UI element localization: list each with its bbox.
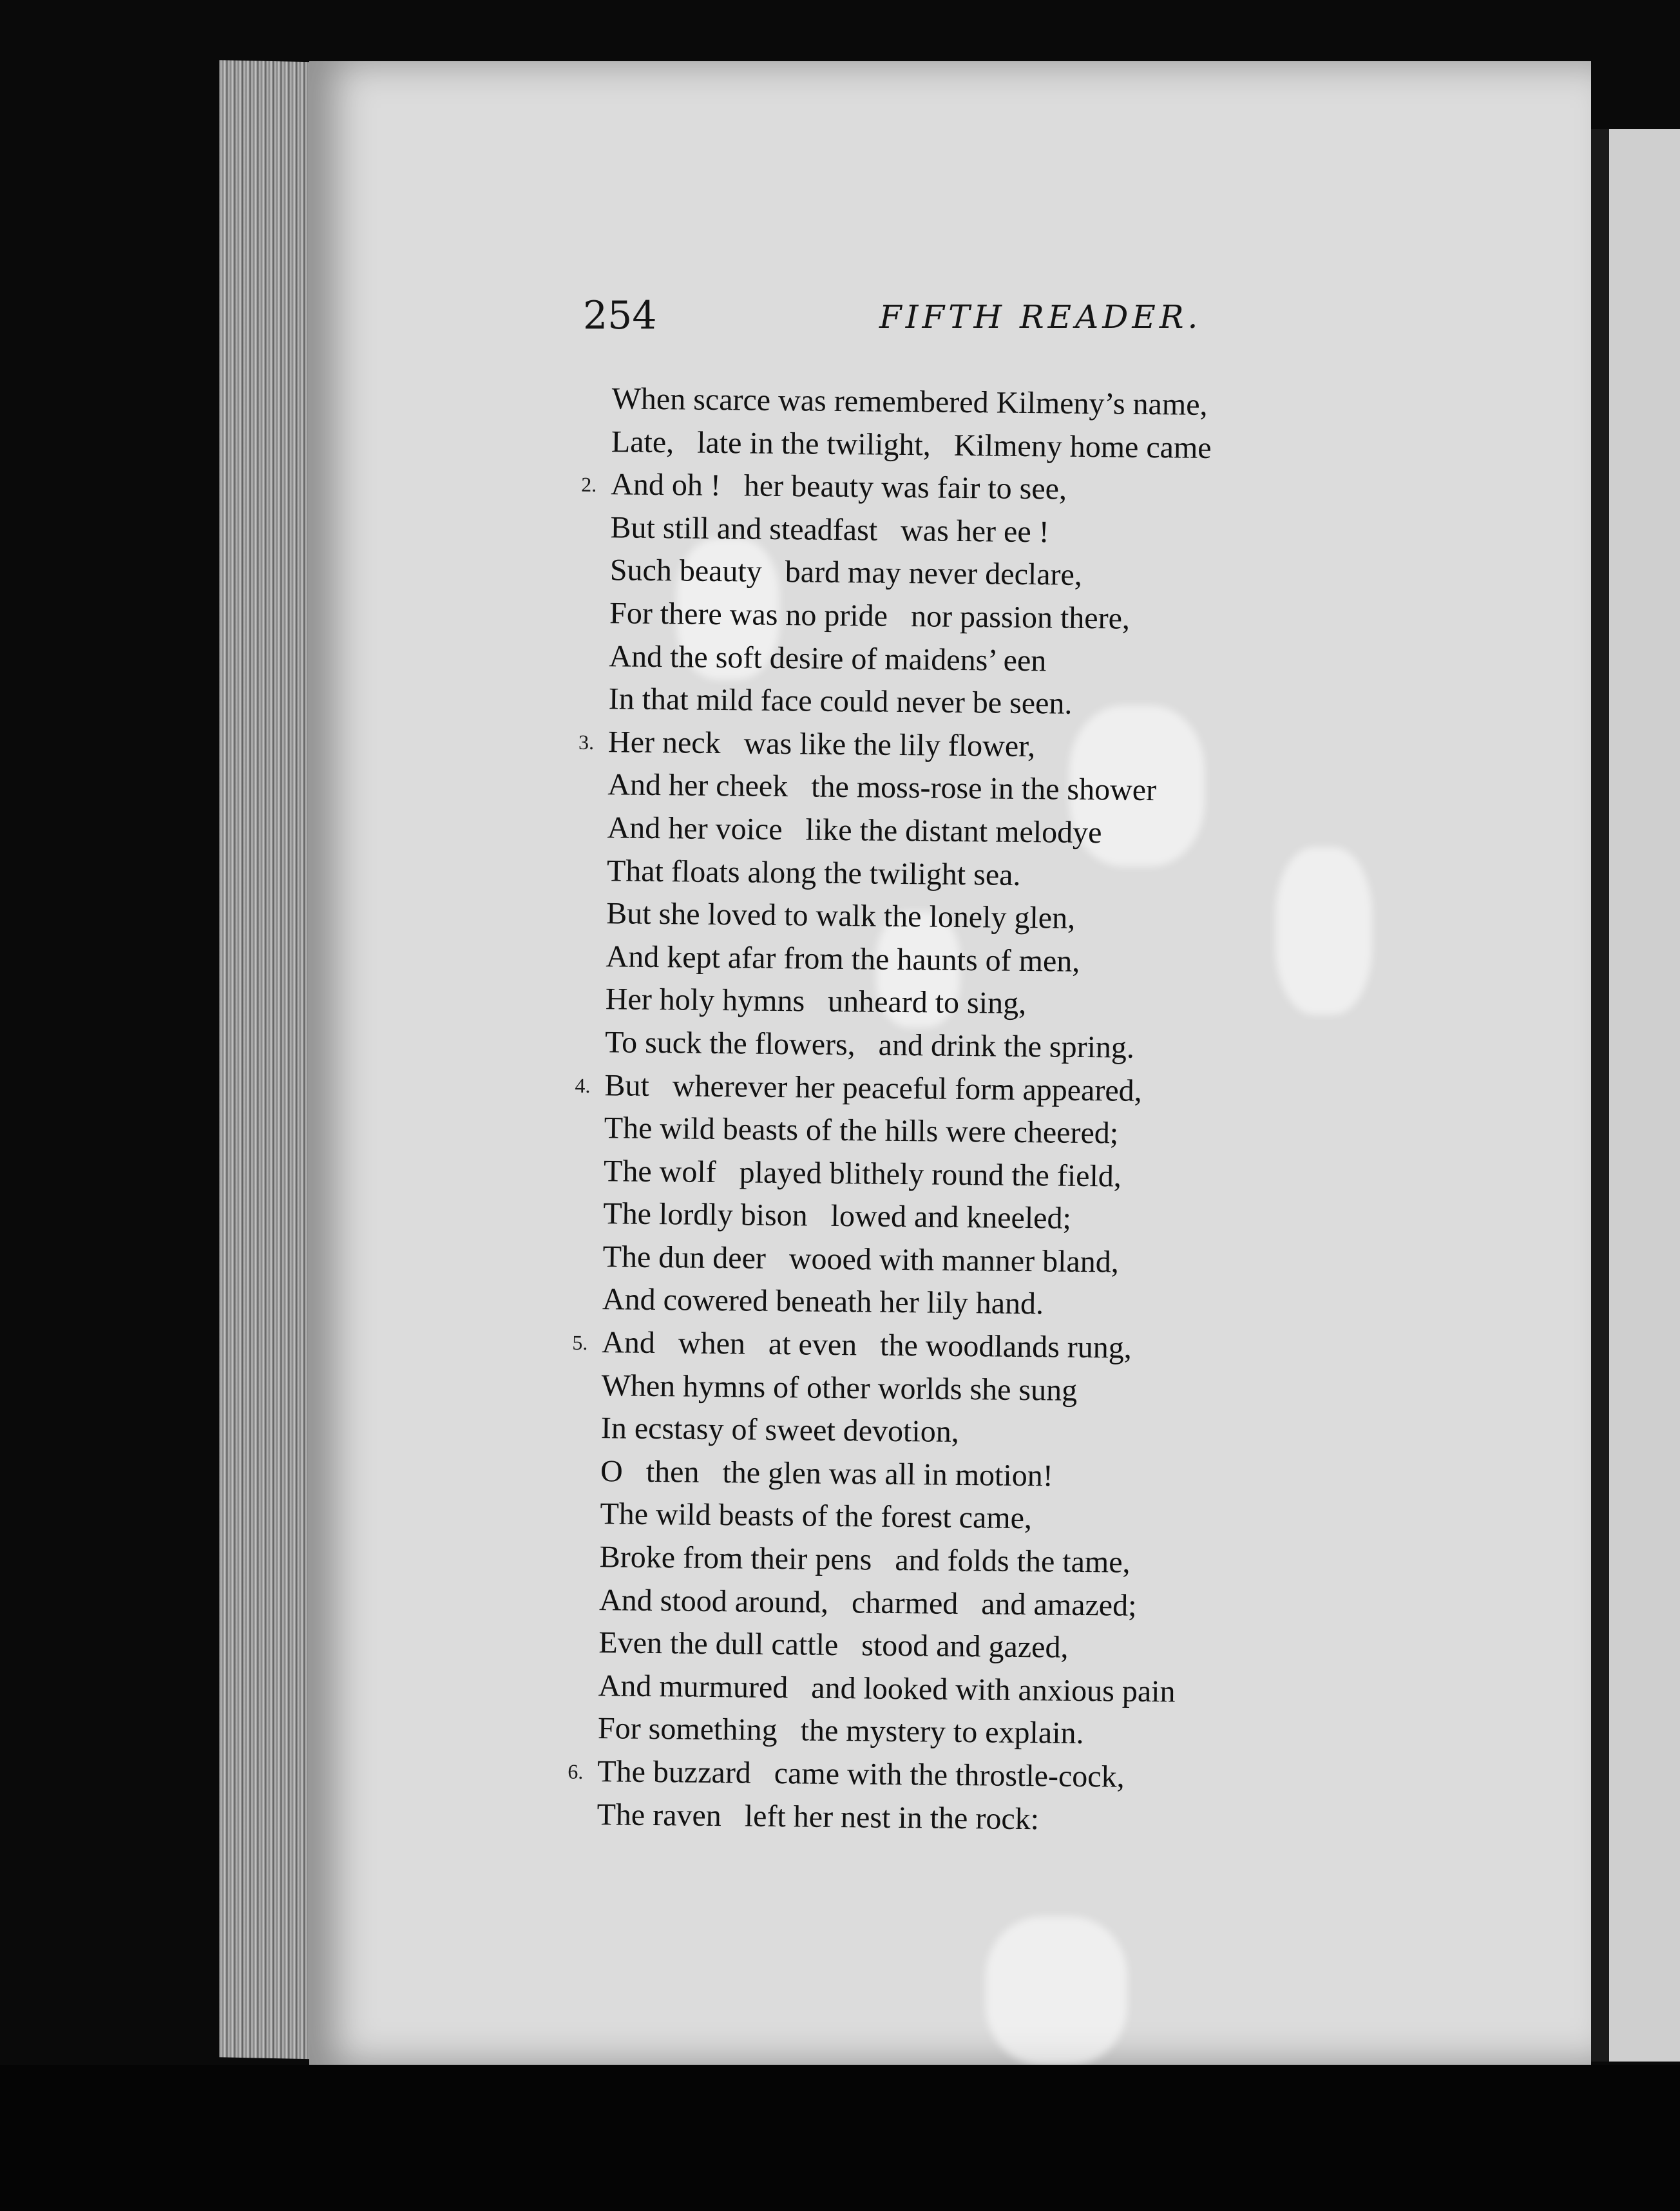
stanza-number: 6. bbox=[568, 1759, 584, 1783]
poem-line-text: And kept afar from the haunts of men, bbox=[606, 939, 1080, 979]
paper-stain bbox=[986, 1917, 1127, 2065]
poem-line-text: For there was no pride nor passion there, bbox=[609, 596, 1131, 636]
poem-line-text: When scarce was remembered Kilmeny’s name, bbox=[611, 381, 1208, 422]
poem-line-text: In ecstasy of sweet devotion, bbox=[600, 1411, 960, 1450]
poem-line-text: But she loved to walk the lonely glen, bbox=[606, 896, 1076, 935]
page-header bbox=[583, 293, 1234, 351]
poem-line-text: Broke from their pens and folds the tame, bbox=[599, 1540, 1131, 1580]
poem-line-text: In that mild face could never be seen. bbox=[608, 682, 1073, 721]
poem-line-text: The buzzard came with the throstle-cock, bbox=[597, 1754, 1125, 1794]
poem-line-text: Such beauty bard may never declare, bbox=[609, 553, 1083, 593]
poem-line-text: The dun deer wooed with manner bland, bbox=[602, 1240, 1120, 1279]
poem-line-text: Her neck was like the lily flower, bbox=[607, 724, 1036, 763]
poem-line-text: And the soft desire of maidens’ een bbox=[609, 638, 1047, 678]
poem-line-text: And her cheek the moss-rose in the shower bbox=[607, 767, 1157, 808]
poem-line-text: And cowered beneath her lily hand. bbox=[602, 1282, 1044, 1321]
poem-line-text: The wolf played blithely round the field, bbox=[603, 1153, 1122, 1194]
poem-line-text: Her holy hymns unheard to sing, bbox=[605, 982, 1027, 1021]
stanza-number: 2. bbox=[581, 472, 597, 497]
poem-line-text: For something the mystery to explain. bbox=[597, 1711, 1084, 1751]
poem-line-text: Late, late in the twilight, Kilmeny home came bbox=[611, 424, 1212, 465]
poem-line-text: And murmured and looked with anxious pain bbox=[598, 1668, 1176, 1709]
running-head: FIFTH READER. bbox=[879, 298, 1202, 336]
poem-line-text: To suck the flowers, and drink the spring. bbox=[604, 1025, 1135, 1065]
poem-line-text: But wherever her peaceful form appeared, bbox=[604, 1067, 1142, 1108]
poem-line-text: The lordly bison lowed and kneeled; bbox=[603, 1196, 1072, 1236]
poem-line-text: The wild beasts of the forest came, bbox=[600, 1497, 1033, 1536]
poem-line-text: But still and steadfast was her ee ! bbox=[610, 510, 1049, 550]
stanza-number: 4. bbox=[575, 1073, 591, 1097]
poem-line-text: And when at even the woodlands rung, bbox=[602, 1325, 1132, 1365]
stanza-number: 3. bbox=[578, 730, 595, 754]
stanza-number: 5. bbox=[572, 1330, 588, 1355]
poem-line-text: O then the glen was all in motion! bbox=[600, 1454, 1054, 1493]
poem-line-text: And her voice like the distant melodye bbox=[607, 810, 1102, 850]
poem-line-text: Even the dull cattle stood and gazed, bbox=[598, 1625, 1069, 1665]
poem-text bbox=[519, 377, 1437, 1845]
poem-line-text: The wild beasts of the hills were cheered; bbox=[604, 1111, 1119, 1151]
poem-line-text: The raven left her nest in the rock: bbox=[597, 1797, 1040, 1836]
poem-line-text: When hymns of other worlds she sung bbox=[601, 1368, 1078, 1408]
facing-page-edge bbox=[1609, 129, 1680, 2062]
poem-line-text: And stood around, charmed and amazed; bbox=[598, 1582, 1137, 1623]
scan-background bbox=[0, 2065, 1680, 2211]
book-gutter bbox=[1591, 129, 1609, 2062]
poem-line-text: And oh ! her beauty was fair to see, bbox=[610, 467, 1067, 506]
page-number: 254 bbox=[583, 293, 657, 338]
poem-line-text: That floats along the twilight sea. bbox=[606, 853, 1021, 892]
